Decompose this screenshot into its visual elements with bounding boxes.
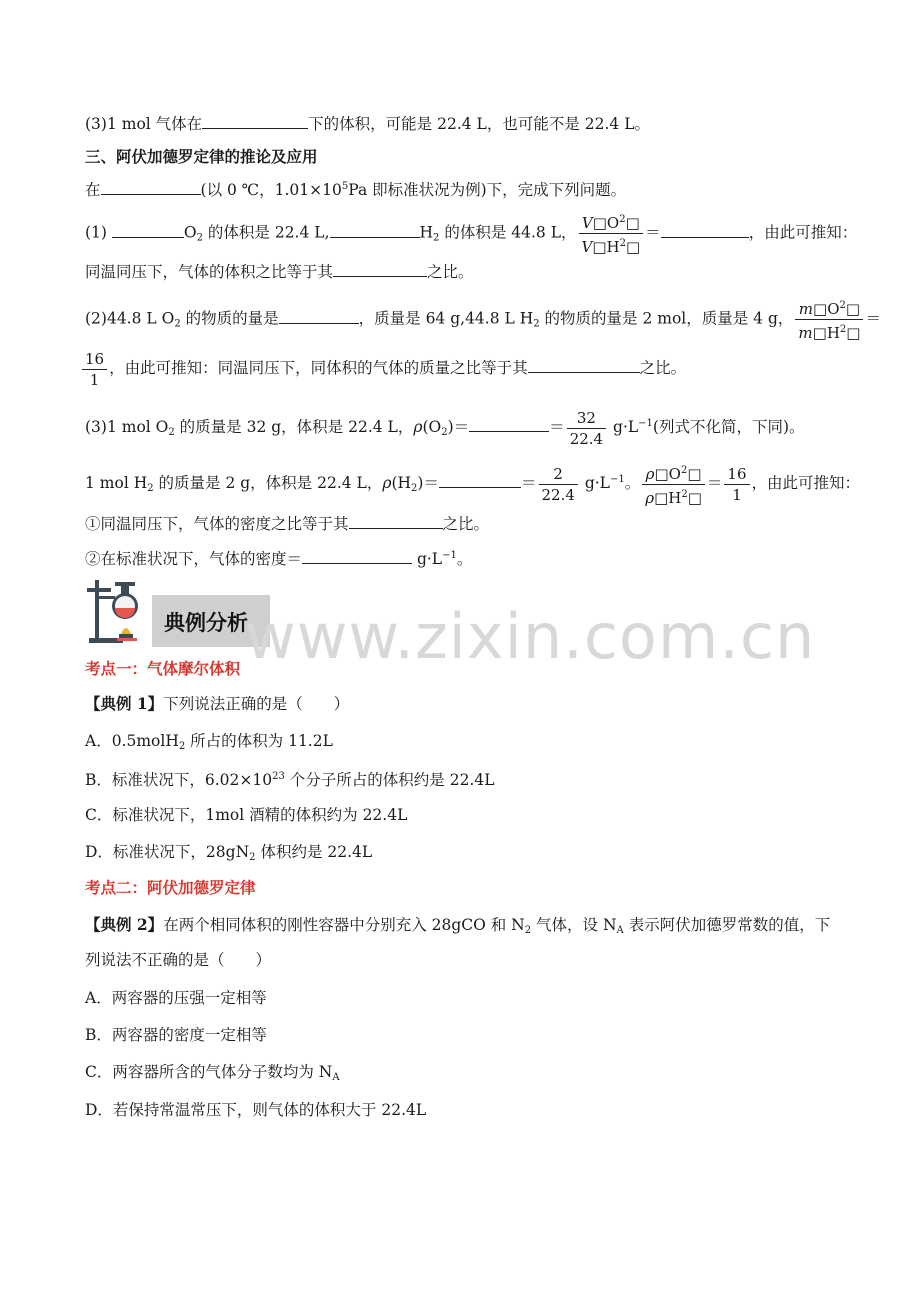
section-heading: 三、阿伏加德罗定律的推论及应用 xyxy=(85,147,318,166)
mass-ratio-fraction: $\frac{m□O^2□}{m□H^2□}$ xyxy=(795,296,863,343)
q3-conclusion-2: ②在标准状况下，气体的密度＝ $g\cdot L^{-1}$。 xyxy=(85,550,473,568)
volume-ratio-fraction: $\frac{V□O^2□}{V□H^2□}$ xyxy=(579,210,644,257)
lab-flask-icon xyxy=(87,578,147,646)
answer-blank[interactable] xyxy=(330,223,420,238)
example-1-question: 【典例 1】下列说法正确的是（ ） xyxy=(85,694,350,713)
answer-blank[interactable] xyxy=(202,114,308,129)
ex1-option-b: B．标准状况下，$6.02\times 10^{23}$ 个分子所占的体积约是 22.4L xyxy=(85,771,495,789)
ex2-option-a: A．两容器的压强一定相等 xyxy=(85,989,267,1007)
ex1-option-a: A．0.5molH$_2$ 所占的体积为 11.2L xyxy=(85,732,333,752)
q2-conclusion: $\frac{16}{1}$ ，由此可推知：同温同压下，同体积的气体的质量之比等于其 之比。 xyxy=(85,348,686,390)
ex1-option-d: D．标准状况下，$28gN_2$ 体积约是 22.4L xyxy=(85,843,373,863)
example-2-question-cont: 列说法不正确的是（ ） xyxy=(85,951,272,969)
fraction-32-224: $\frac{32}{22.4}$ xyxy=(567,408,606,449)
answer-blank[interactable] xyxy=(101,180,201,195)
answer-blank[interactable] xyxy=(439,473,521,488)
answer-blank[interactable] xyxy=(349,514,443,529)
answer-blank[interactable] xyxy=(302,549,412,564)
answer-blank[interactable] xyxy=(528,358,640,373)
q2-line: (2)44.8 L $O_2$ 的物质的量是 ，质量是 64 g,44.8 L $H_2$ 的物质的量是 2 mol，质量是 4 g， $\frac{m□O^2□}{m□H^2□}$ ＝ xyxy=(85,296,881,345)
q3-line: (3)1 mol $O_2$ 的质量是 32 g，体积是 22.4 L，$\rho(O_2)=$ ＝ $\frac{32}{22.4}$ $g\cdot L^{-1}$(列式不化简，下同)。 xyxy=(85,408,805,448)
line-3-volume: (3)1 mol 气体在 下的体积，可能是 22.4 L，也可能不是 22.4 L。 xyxy=(85,115,650,133)
watermark: www.zixin.com.cn xyxy=(245,600,816,673)
intro-line: 在 (以 0 ℃，$1.01\times 10^5Pa$ 即标准状况为例)下，完成下列问题。 xyxy=(85,181,627,199)
kaodian-2-heading: 考点二：阿伏加德罗定律 xyxy=(85,878,256,897)
answer-blank[interactable] xyxy=(469,417,549,432)
q3-conclusion-1: ①同温同压下，气体的密度之比等于其 之比。 xyxy=(85,515,490,533)
fraction-16-1: $\frac{16}{1}$ xyxy=(82,349,107,390)
density-ratio-fraction: $\frac{\rho□O^2□}{\rho□H^2□}$ xyxy=(642,461,705,508)
ex2-option-c: C．两容器所含的气体分子数均为 $N_A$ xyxy=(85,1063,340,1083)
answer-blank[interactable] xyxy=(112,223,184,238)
q1-line: (1) $O_2$ 的体积是 22.4 L, $H_2$ 的体积是 44.8 L， $\frac{V□O^2□}{V□H^2□}$ ＝ ，由此可推知： xyxy=(85,210,857,259)
fraction-16-1b: $\frac{16}{1}$ xyxy=(724,464,749,505)
fraction-2-224: $\frac{2}{22.4}$ xyxy=(539,464,578,505)
answer-blank[interactable] xyxy=(661,223,749,238)
answer-blank[interactable] xyxy=(333,262,427,277)
kaodian-1-heading: 考点一：气体摩尔体积 xyxy=(85,659,241,678)
q3-h2-line: 1 mol $H_2$ 的质量是 2 g，体积是 22.4 L，$\rho(H_2)=$ ＝ $\frac{2}{22.4}$ $g\cdot L^{-1}$。 $\frac{\rho□O^2□}{\rho□H^2□}$ ＝ $\frac{16}{1}$ ，由此可推知： xyxy=(85,460,860,509)
q1-conclusion: 同温同压下，气体的体积之比等于其 之比。 xyxy=(85,263,474,281)
ex2-option-d: D．若保持常温常压下，则气体的体积大于 22.4L xyxy=(85,1101,427,1119)
ex1-option-c: C．标准状况下，1mol 酒精的体积约为 22.4L xyxy=(85,806,408,824)
answer-blank[interactable] xyxy=(279,309,359,324)
section-banner: 典例分析 xyxy=(152,595,270,647)
example-2-question: 【典例 2】在两个相同体积的刚性容器中分别充入 28gCO 和 $N_2$ 气体，设 $N_A$ 表示阿伏加德罗常数的值，下 xyxy=(85,915,831,936)
ex2-option-b: B．两容器的密度一定相等 xyxy=(85,1026,267,1044)
